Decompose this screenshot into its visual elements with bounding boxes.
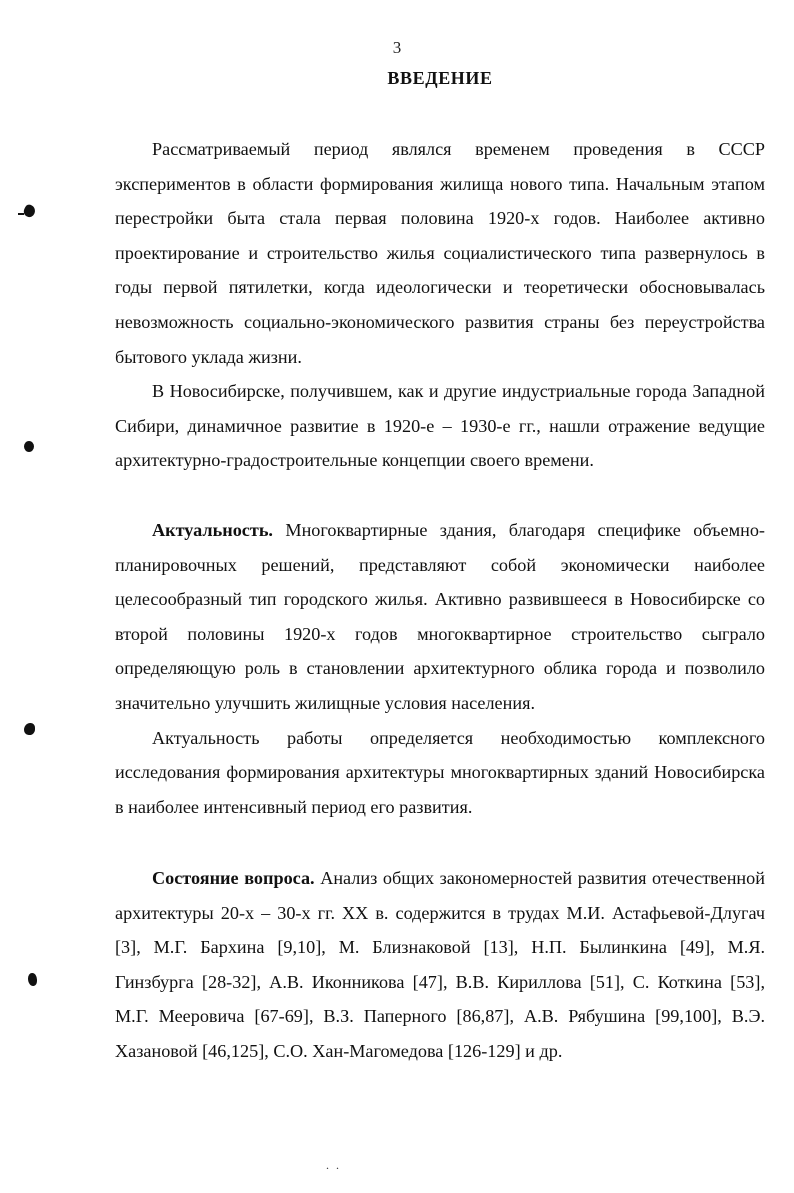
relevance-paragraph-1 <box>115 513 765 721</box>
state-paragraph-1 <box>115 861 765 1069</box>
intro-paragraph-1: Рассматриваемый период являлся временем проведения в СССР экспериментов в области формирования жилища нового типа. Начальным этапом перестройки быта стала первая половина 1920-х годов. Наиболее активно проектирование и строительство жилья социалистического типа развернулось в годы первой пятилетки, когда идеологически и теоретически обосновывалась невозможность социально-экономического развития страны без переустройства бытового уклада жизни. <box>115 139 765 367</box>
relevance-heading: Актуальность. <box>152 520 273 540</box>
relevance-section <box>115 513 765 824</box>
binding-hole-mark-2 <box>24 441 34 452</box>
relevance-paragraph-2: Актуальность работы определяется необходимостью комплексного исследования формирования архитектуры многоквартирных зданий Новосибирска в наиболее интенсивный период его развития. <box>115 727 765 817</box>
page-title: ВВЕДЕНИЕ <box>387 68 493 88</box>
relevance-paragraph-1-text: Многоквартирные здания, благодаря специфике объемно-планировочных решений, представляют собой экономически наиболее целесообразный тип городского жилья. Активно развившееся в Новосибирске со второй половины 1920-х годов многоквартирное строительство сыграло определяющую роль в становлении архитектурного облика города и позволило значительно улучшить жилищные условия населения. <box>115 520 765 713</box>
footer-mark: . . <box>326 1158 341 1172</box>
binding-hole-mark-4 <box>28 973 37 986</box>
binding-hole-mark-1 <box>22 203 37 219</box>
state-paragraph-1-text: Анализ общих закономерностей развития отечественной архитектуры 20-х – 30-х гг. XX в. содержится в трудах М.И. Астафьевой-Длугач [3], М.Г. Бархина [9,10], М. Близнаковой [13], Н.П. Былинкина [49], М.Я. Гинзбурга [28-32], А.В. Иконникова [47], В.В. Кириллова [51], С. Коткина [53], М.Г. Мееровича [67-69], В.З. Паперного [86,87], А.В. Рябушина [99,100], В.Э. Хазановой [46,125], С.О. Хан-Магомедова [126-129] и др. <box>115 868 765 1061</box>
intro-section <box>115 132 765 478</box>
state-heading: Состояние вопроса. <box>152 868 315 888</box>
binding-hole-mark-3 <box>24 723 35 735</box>
intro-paragraph-2: В Новосибирске, получившем, как и другие индустриальные города Западной Сибири, динамичное развитие в 1920-е – 1930-е гг., нашли отражение ведущие архитектурно-градостроительные концепции своего времени. <box>115 381 765 471</box>
page-number: 3 <box>392 38 402 57</box>
state-section <box>115 861 765 1069</box>
